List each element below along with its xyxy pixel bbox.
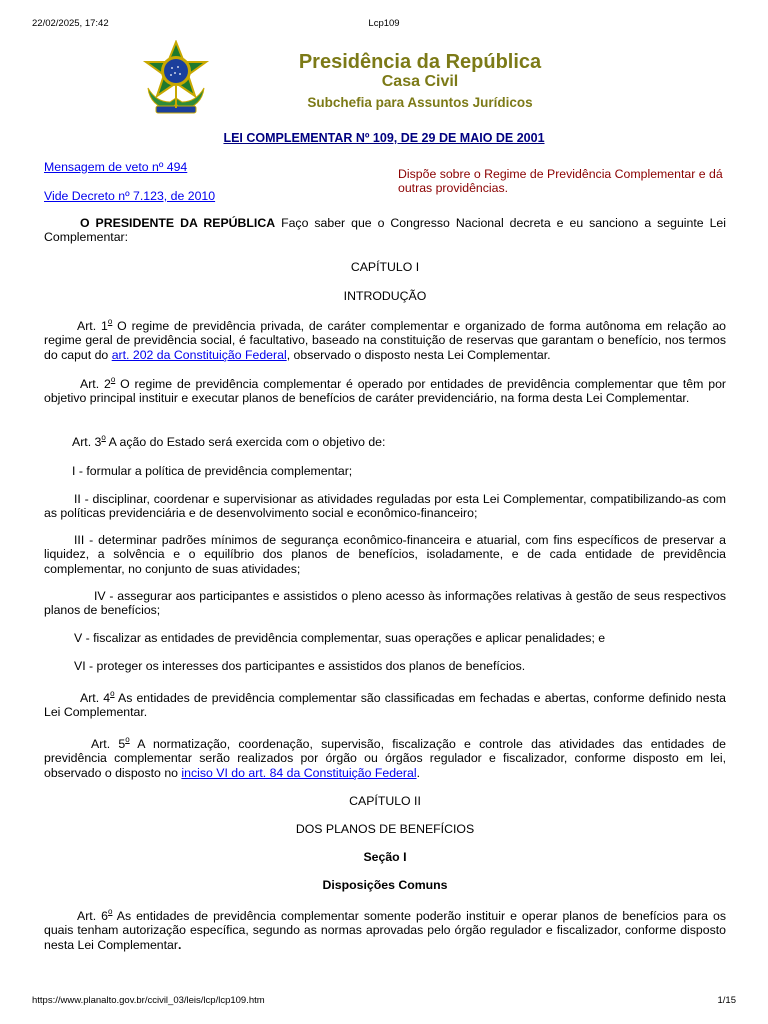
inciso-4 — [44, 589, 726, 618]
inciso84-link[interactable]: inciso VI do art. 84 da Constituição Federal — [181, 765, 417, 780]
article-3-sup: o — [101, 433, 106, 442]
law-summary: Dispõe sobre o Regime de Previdência Complementar e dá outras providências. — [398, 167, 723, 196]
preamble — [44, 216, 726, 245]
article-2-text: O regime de previdência complementar é operado por entidades de previdência complementar que têm por objetivo principal instituir e executar planos de benefícios de caráter previdenciário, na forma desta Lei Complementar. — [44, 377, 727, 406]
chapter-1-title: CAPÍTULO I — [350, 260, 420, 274]
print-url: https://www.planalto.gov.br/ccivil_03/leis/lcp/lcp109.htm — [32, 995, 265, 1006]
header-casa-civil: Casa Civil — [381, 73, 459, 90]
article-4-text: As entidades de previdência complementar são classificadas em fechadas e abertas, conforme definido nesta Lei Complementar. — [44, 691, 726, 720]
article-2-label: Art. 2 — [80, 377, 111, 391]
inciso-6 — [44, 659, 726, 673]
article-1-text: O regime de previdência privada, de caráter complementar e organizado de forma autônoma em relação ao regime geral de previdência social, é facultativo, baseado na constituição de reservas que garantam o benefício, nos termos do caput do — [44, 319, 727, 362]
inciso-6-text: VI - proteger os interesses dos participantes e assistidos dos planos de benefícios. — [74, 659, 526, 673]
inciso-3 — [44, 533, 726, 576]
art202-link[interactable]: art. 202 da Constituição Federal — [111, 347, 287, 362]
preamble-text: Faço saber que o Congresso Nacional decreta e eu sanciono a seguinte Lei Complementar: — [44, 216, 727, 245]
chapter-2-title: CAPÍTULO II — [349, 794, 421, 808]
article-5-text: A normatização, coordenação, supervisão, fiscalização e controle das atividades das entidades de previdência complementar serão realizados por órgão ou órgãos regulador e fiscalizador, conforme disposto em lei, observado o disposto no — [44, 737, 726, 780]
article-6-text: As entidades de previdência complementar somente poderão instituir e operar planos de benefícios para os quais tenham autorização específica, segundo as normas aprovadas pelo órgão regulador e fiscalizador, conforme disposto nesta Lei Complementar — [44, 909, 726, 952]
preamble-bold: O PRESIDENTE DA REPÚBLICA — [80, 216, 276, 230]
chapter-2-name: DOS PLANOS DE BENEFÍCIOS — [295, 822, 475, 836]
chapter-1-name: INTRODUÇÃO — [343, 289, 427, 303]
article-4 — [44, 691, 726, 720]
article-5 — [44, 737, 726, 780]
decree-link[interactable]: Vide Decreto nº 7.123, de 2010 — [44, 189, 216, 203]
inciso-5-text: V - fiscalizar as entidades de previdência complementar, suas operações e aplicar penalidades; e — [74, 631, 606, 645]
print-page-number: 1/15 — [717, 995, 736, 1006]
article-1 — [44, 319, 726, 362]
article-2 — [44, 377, 726, 406]
section-1-name: Disposições Comuns — [322, 878, 448, 892]
article-1-tail: , observado o disposto nesta Lei Complementar. — [286, 347, 551, 362]
article-4-sup: o — [110, 689, 115, 698]
inciso-5 — [44, 631, 726, 645]
law-title-link[interactable]: LEI COMPLEMENTAR Nº 109, DE 29 DE MAIO DE 2001 — [223, 131, 545, 145]
print-date: 22/02/2025, 17:42 — [32, 18, 109, 29]
header-subchefia: Subchefia para Assuntos Jurídicos — [307, 95, 533, 110]
article-6-tail: . — [177, 937, 182, 952]
inciso-1 — [44, 464, 726, 478]
article-2-sup: o — [110, 375, 116, 384]
article-3 — [44, 435, 726, 449]
article-1-sup: o — [107, 317, 113, 326]
inciso-2 — [44, 492, 726, 521]
inciso-4-text: IV - assegurar aos participantes e assistidos o pleno acesso às informações relativas à gestão de seus respectivos planos de benefícios; — [44, 589, 726, 618]
veto-message-link[interactable]: Mensagem de veto nº 494 — [44, 160, 188, 174]
article-3-text: A ação do Estado será exercida com o objetivo de: — [105, 435, 386, 449]
inciso-1-text: I - formular a política de previdência complementar; — [72, 464, 353, 478]
inciso-2-text: II - disciplinar, coordenar e supervisionar as atividades reguladas por esta Lei Complementar, compatibilizando-as com as políticas previdenciária e de desenvolvimento social e econômico-financeiro; — [44, 492, 726, 521]
article-3-label: Art. 3 — [72, 435, 102, 449]
section-1-title: Seção I — [363, 850, 407, 864]
article-6 — [44, 909, 726, 952]
article-4-label: Art. 4 — [80, 691, 111, 705]
article-1-label: Art. 1 — [77, 319, 108, 333]
article-6-sup: o — [107, 907, 113, 916]
article-5-label: Art. 5 — [91, 737, 126, 751]
law-title[interactable] — [0, 131, 768, 146]
article-5-tail: . — [416, 765, 420, 780]
header-presidencia: Presidência da República — [298, 51, 542, 73]
print-page-title: Lcp109 — [368, 18, 400, 29]
article-5-sup: o — [125, 735, 130, 744]
article-6-label: Art. 6 — [77, 909, 108, 923]
inciso-3-text: III - determinar padrões mínimos de segurança econômico-financeira e atuarial, com fins específicos de preservar a liquidez, a solvência e o equilíbrio dos planos de benefícios, isoladamente, e de cada entidade de previdência complementar, no conjunto de suas atividades; — [44, 533, 726, 576]
